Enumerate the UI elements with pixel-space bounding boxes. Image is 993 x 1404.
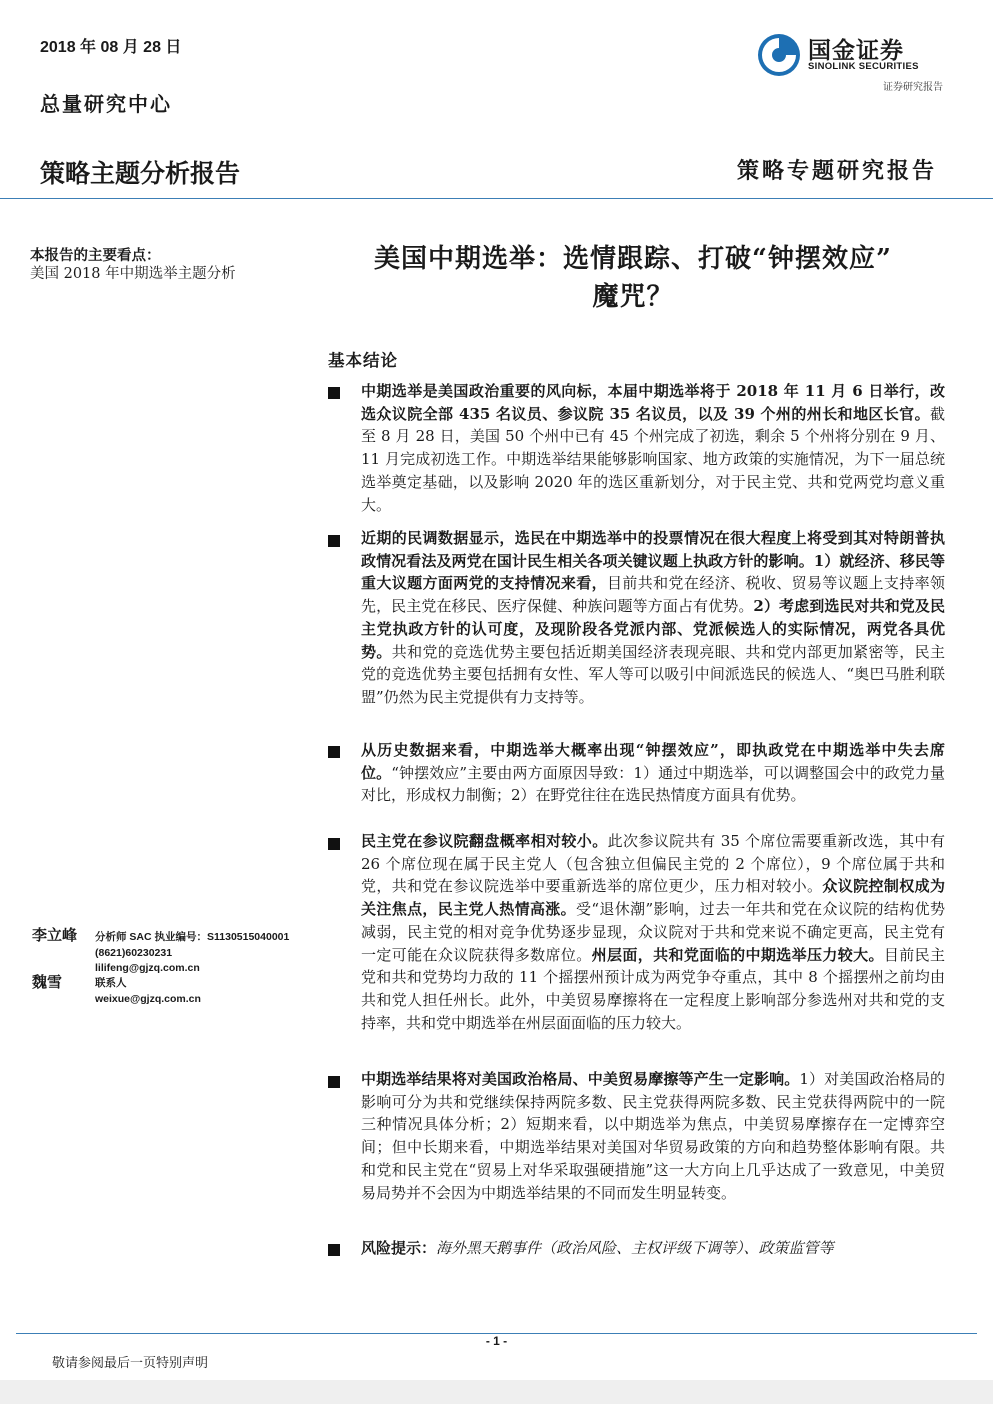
bullet-text: “钟摆效应”主要由两方面原因导致：1）通过中期选举，可以调整国会中的政党力量对比，形成权力制衡；2）在野党往往在选民热情度方面具有优势。 <box>361 763 945 805</box>
bullet-lead-2: 众议院控制权成为关注焦点，民主党人热情高涨。 <box>361 877 945 919</box>
analyst-email: lilifeng@gjzq.com.cn <box>95 962 200 974</box>
bottom-bar <box>0 1380 993 1404</box>
department-name: 总量研究中心 <box>40 92 172 116</box>
contact-name: 魏雪 <box>32 973 63 991</box>
bullet-marker <box>328 746 340 758</box>
analyst-info <box>95 930 289 977</box>
bullet-paragraph <box>361 830 945 1034</box>
analyst-name: 李立峰 <box>32 926 78 944</box>
bullet-marker <box>328 1076 340 1088</box>
report-type: 策略主题分析报告 <box>40 160 241 188</box>
report-title <box>322 240 944 316</box>
bullet-lead: 中期选举是美国政治重要的风向标，本届中期选举将于 2018 年 11 月 6 日举行，改选众议院全部 435 名议员、参议院 35 名议员，以及 39 个州的州长和地区长官。 <box>361 382 945 423</box>
bullet-paragraph <box>361 739 945 807</box>
report-date: 2018 年 08 月 28 日 <box>40 39 182 56</box>
bullet-lead: 从历史数据来看，中期选举大概率出现“钟摆效应”，即执政党在中期选举中失去席位。 <box>361 741 945 782</box>
bullet-paragraph <box>361 1237 945 1260</box>
bullet-lead: 中期选举结果将对美国政治格局、中美贸易摩擦等产生一定影响。 <box>361 1070 800 1088</box>
bullet-text-3: 目前民主党和共和党势均力敌的 11 个摇摆州预计成为两党争夺重点，其中 8 个摇摆州之前均由共和党人担任州长。此外，中美贸易摩擦将在一定程度上影响部分参选州对共和党的支持率，共和党中期选举在州层面面临的压力较大。 <box>361 945 945 1032</box>
bullet-text-2: 共和党的竞选优势主要包括近期美国经济表现亮眼、共和党内部更加紧密等，民主党的竞选优势主要包括拥有女性、军人等可以吸引中间派选民的候选人、“奥巴马胜利联盟”仍然为民主党提供有力支持等。 <box>361 642 945 706</box>
contact-role: 联系人 <box>95 977 127 989</box>
bullet-marker <box>328 1244 340 1256</box>
bullet-marker <box>328 387 340 399</box>
bullet-paragraph <box>361 380 945 516</box>
bullet-marker <box>328 535 340 547</box>
report-type-right: 策略专题研究报告 <box>736 158 937 184</box>
logo-name-cn: 国金证券 <box>808 37 904 63</box>
risk-text: 海外黑天鹅事件（政治风险、主权评级下调等）、政策监管等 <box>436 1239 834 1257</box>
bullet-text-2: 受“退休潮”影响，过去一年共和党在众议院的结构优势减弱，民主党的相对竞争优势逐步显现，众议院对于共和党来说不确定更高，民主党有一定可能在众议院获得多数席位。 <box>361 900 945 964</box>
footer-disclaimer: 敬请参阅最后一页特别声明 <box>52 1356 209 1371</box>
bullet-paragraph <box>361 1068 945 1204</box>
analyst-sac: 分析师 SAC 执业编号：S1130515040001 <box>95 931 290 943</box>
sinolink-logo-icon <box>756 32 802 78</box>
analyst-phone: (8621)60230231 <box>95 946 173 959</box>
bullet-text: 截至 8 月 28 日，美国 50 个州中已有 45 个州完成了初选，剩余 5 个州将分别在 9 月、11 月完成初选工作。中期选举结果能够影响国家、地方政策的实施情况，为下一届总统选举奠定基础，以及影响 2020 年的选区重新划分，对于民主党、共和党两党均意义重大。 <box>361 404 945 514</box>
report-title-line2: 魔咒？ <box>592 282 674 312</box>
bullet-marker <box>328 838 340 850</box>
bullet-lead-2: 2）考虑到选民对共和党及民主党执政方针的认可度，及现阶段各党派内部、党派候选人的实际情况，两党各具优势。 <box>361 597 945 661</box>
bullet-text: 此次参议院共有 35 个席位需要重新改选，其中有 26 个席位现在属于民主党人（包含独立但偏民主党的 2 个席位），9 个席位属于共和党，共和党在参议院选举中要重新选举的席位更少，压力相对较小。 <box>361 832 945 896</box>
contact-email: weixue@gjzq.com.cn <box>95 992 201 1005</box>
sidebar-summary: 美国 2018 年中期选举主题分析 <box>30 266 236 282</box>
bullet-paragraph <box>361 527 945 709</box>
sidebar-title: 本报告的主要看点： <box>30 247 161 264</box>
bullet-text: 1）对美国政治格局的影响可分为共和党继续保持两院多数、民主党获得两院多数、民主党获得两院中的一院三种情况具体分析；2）短期来看，以中期选举为焦点，中美贸易摩擦存在一定博弈空间；但中长期来看，中期选举结果对美国对华贸易政策的方向和趋势整体影响有限。共和党和民主党在“贸易上对华采取强硬措施”这一大方向上几乎达成了一致意见，中美贸易局势并不会因为中期选举结果的不同而发生明显转变。 <box>361 1070 945 1202</box>
contact-info <box>95 976 201 1007</box>
bullet-text: 目前共和党在经济、税收、贸易等议题上支持率领先，民主党在移民、医疗保健、种族问题等方面占有优势。 <box>361 574 945 616</box>
page-number: - 1 - <box>485 1334 508 1348</box>
header-divider <box>0 198 993 199</box>
bullet-lead: 风险提示： <box>361 1239 437 1257</box>
bullet-lead: 近期的民调数据显示，选民在中期选举中的投票情况在很大程度上将受到其对特朗普执政情况看法及两党在国计民生相关各项关键议题上执政方针的影响。1）就经济、移民等重大议题方面两党的支持情况来看， <box>361 529 945 593</box>
logo-name-en: SINOLINK SECURITIES <box>808 61 919 72</box>
bullet-lead-3: 州层面，共和党面临的中期选举压力较大。 <box>591 945 884 964</box>
bullet-lead: 民主党在参议院翻盘概率相对较小。 <box>361 832 608 850</box>
report-title-line1: 美国中期选举：选情跟踪、打破“钟摆效应” <box>374 244 892 274</box>
section-title: 基本结论 <box>328 351 398 370</box>
logo-subtitle: 证券研究报告 <box>883 82 943 93</box>
